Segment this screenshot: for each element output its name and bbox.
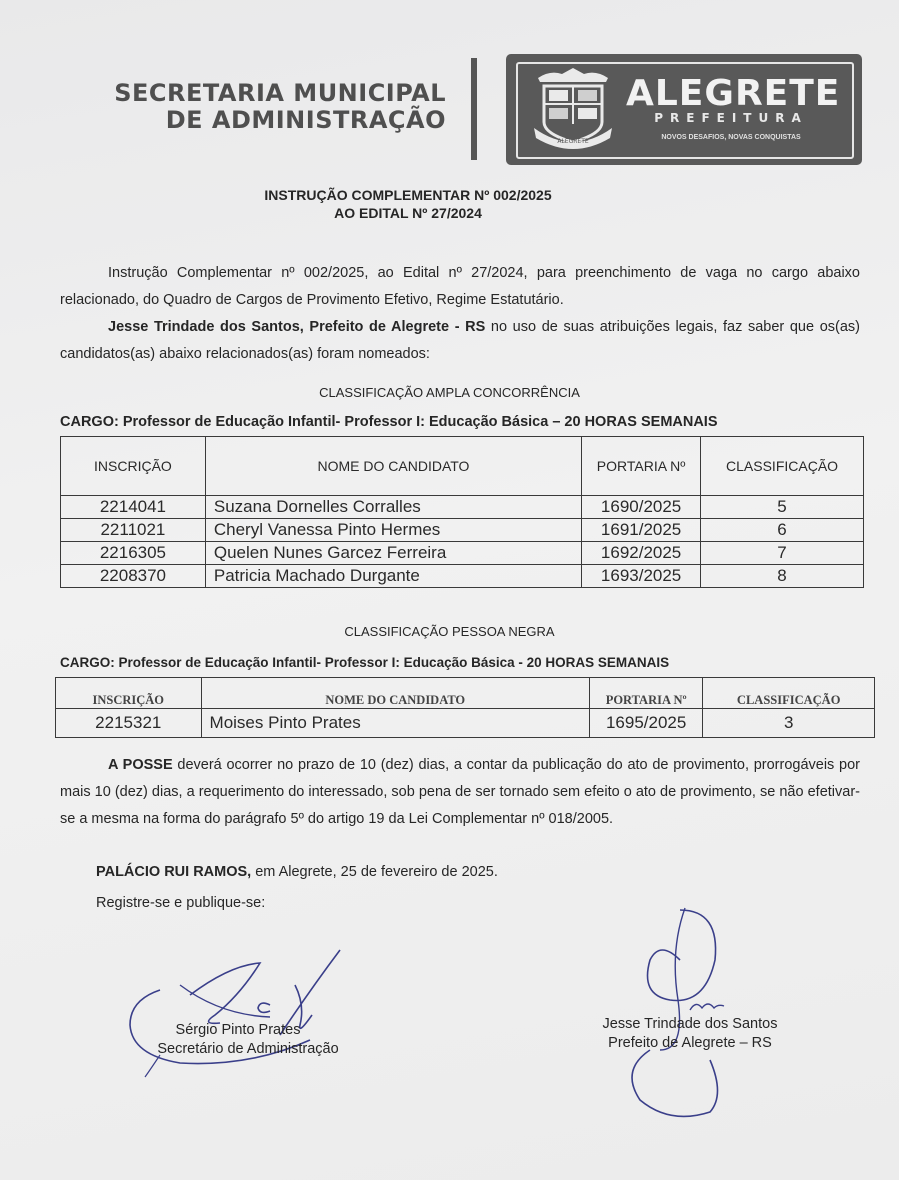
logo-slogan: NOVOS DESAFIOS, NOVAS CONQUISTAS [661, 134, 801, 141]
table-header-row [56, 678, 875, 709]
document-title [208, 186, 608, 222]
cell-classificacao: 7 [701, 542, 864, 565]
cell-classificacao: 3 [703, 709, 875, 738]
header-nome: NOME DO CANDIDATO [205, 437, 581, 496]
cell-portaria: 1693/2025 [582, 565, 701, 588]
cell-inscricao: 2211021 [61, 519, 206, 542]
table-row [61, 496, 864, 519]
logo-subtitle: PREFEITURA [654, 111, 808, 125]
header-classificacao: CLASSIFICAÇÃO [703, 678, 875, 709]
secretaria-line1: SECRETARIA MUNICIPAL [114, 79, 446, 107]
header-nome: NOME DO CANDIDATO [201, 678, 589, 709]
cell-nome: Suzana Dornelles Corralles [205, 496, 581, 519]
cell-portaria: 1690/2025 [582, 496, 701, 519]
register-publish: Registre-se e publique-se: [96, 895, 266, 911]
intro-paragraph-2 [60, 314, 860, 368]
secretaria-line2: DE ADMINISTRAÇÃO [165, 106, 446, 134]
cell-portaria: 1691/2025 [582, 519, 701, 542]
mayor-signature-icon [600, 900, 750, 1130]
table-row [61, 519, 864, 542]
title-line1: INSTRUÇÃO COMPLEMENTAR Nº 002/2025 [264, 187, 552, 203]
cell-classificacao: 8 [701, 565, 864, 588]
secretary-name: Sérgio Pinto Prates [175, 1022, 301, 1038]
logo-city-name: ALEGRETE [626, 73, 841, 114]
section-ampla-label: CLASSIFICAÇÃO AMPLA CONCORRÊNCIA [319, 385, 580, 400]
secretaria-heading [46, 80, 446, 134]
prefeitura-logo [506, 54, 862, 165]
cell-nome: Patricia Machado Durgante [205, 565, 581, 588]
cell-nome: Cheryl Vanessa Pinto Hermes [205, 519, 581, 542]
secretary-signature-icon [120, 945, 360, 1080]
header-inscricao: INSCRIÇÃO [61, 437, 206, 496]
palacio-label: PALÁCIO RUI RAMOS, [96, 864, 252, 880]
mayor-name: Jesse Trindade dos Santos, Prefeito de Alegrete - RS [108, 319, 486, 335]
section-negra-cargo: CARGO: Professor de Educação Infantil- Professor I: Educação Básica - 20 HORAS SEMANAIS [60, 655, 670, 670]
table-row [56, 709, 875, 738]
cell-inscricao: 2214041 [61, 496, 206, 519]
table-header-row [61, 437, 864, 496]
table-pessoa-negra [55, 677, 875, 738]
intro-paragraph-2-rest: no uso de suas atribuições legais, faz saber que os(as) candidatos(as) abaixo relacionados(as) foram nomeados: [60, 319, 860, 362]
place-date-text: em Alegrete, 25 de fevereiro de 2025. [251, 864, 498, 880]
posse-paragraph [60, 752, 860, 833]
table-row [61, 565, 864, 588]
posse-label: A POSSE [108, 757, 173, 773]
posse-text: deverá ocorrer no prazo de 10 (dez) dias, a contar da publicação do ato de provimento, prorrogáveis por mais 10 (dez) dias, a requerimento do interessado, sob pena de ser tornado sem efeito o ato de provimento, se não efetivar-se a mesma na forma do parágrafo 5º do artigo 19 da Lei Complementar nº 018/2005. [60, 757, 860, 827]
header-inscricao: INSCRIÇÃO [56, 678, 202, 709]
mayor-role: Prefeito de Alegrete – RS [608, 1035, 772, 1051]
cell-nome: Quelen Nunes Garcez Ferreira [205, 542, 581, 565]
mayor-name-signature: Jesse Trindade dos Santos [602, 1016, 778, 1032]
section-negra-label: CLASSIFICAÇÃO PESSOA NEGRA [344, 624, 555, 639]
header-portaria: PORTARIA Nº [589, 678, 702, 709]
cell-inscricao: 2215321 [56, 709, 202, 738]
cell-portaria: 1692/2025 [582, 542, 701, 565]
svg-text:ALEGRETE: ALEGRETE [557, 138, 589, 145]
table-row [61, 542, 864, 565]
cell-inscricao: 2208370 [61, 565, 206, 588]
header-classificacao: CLASSIFICAÇÃO [701, 437, 864, 496]
cell-classificacao: 6 [701, 519, 864, 542]
table-ampla-concorrencia [60, 436, 864, 588]
cell-nome: Moises Pinto Prates [201, 709, 589, 738]
secretary-role: Secretário de Administração [157, 1041, 339, 1057]
section-ampla-cargo: CARGO: Professor de Educação Infantil- Professor I: Educação Básica – 20 HORAS SEMANAIS [60, 414, 718, 430]
header-portaria: PORTARIA Nº [582, 437, 701, 496]
closing-place-date [96, 859, 796, 886]
title-line2: AO EDITAL Nº 27/2024 [334, 205, 482, 221]
intro-paragraph-1: Instrução Complementar nº 002/2025, ao Edital nº 27/2024, para preenchimento de vaga no cargo abaixo relacionado, do Quadro de Cargos de Provimento Efetivo, Regime Estatutário. [60, 265, 860, 308]
header-divider [471, 58, 477, 160]
cell-portaria: 1695/2025 [589, 709, 702, 738]
coat-of-arms-icon [530, 64, 616, 152]
cell-inscricao: 2216305 [61, 542, 206, 565]
cell-classificacao: 5 [701, 496, 864, 519]
